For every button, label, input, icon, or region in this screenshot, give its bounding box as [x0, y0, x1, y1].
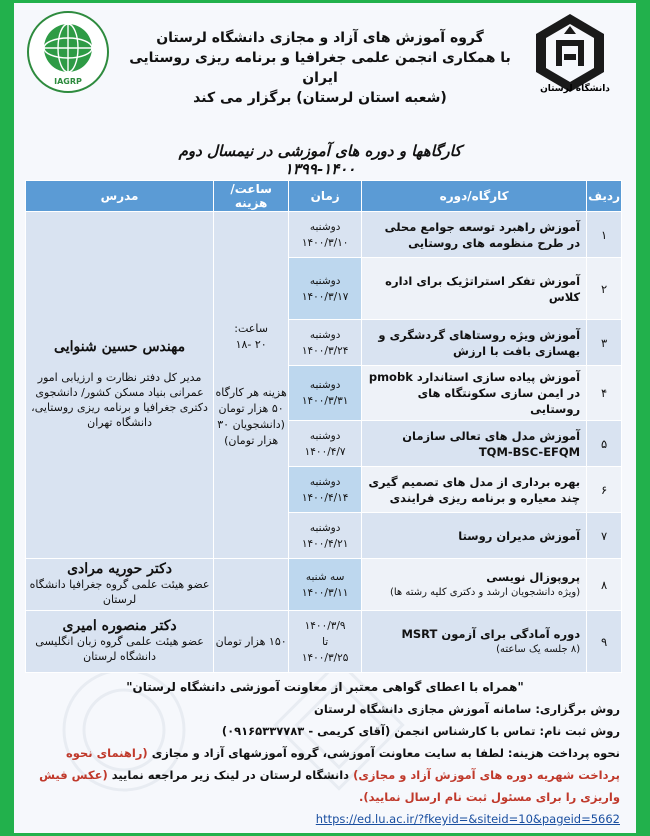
row-course: بهره برداری از مدل های تصمیم گیری چند معیاره و برنامه ریزی فرایندی: [362, 467, 587, 513]
row-date-value: ۱۴۰۰/۳/۱۷: [301, 290, 349, 303]
row-date: [289, 421, 362, 467]
row-date-value: ۱۴۰۰/۳/۱۰: [301, 236, 349, 249]
payment-text-c: دانشگاه لرستان در لینک زیر مراجعه نمایید: [111, 768, 350, 782]
fee-time-hours: ۲۰ -۱۸: [235, 338, 267, 351]
col-header-index: ردیف: [587, 181, 622, 212]
teacher-1-name: مهندس حسین شنوایی: [54, 339, 186, 355]
fee-cost: هزینه هر کارگاه ۵۰ هزار تومان (دانشجویان ۳۰ هزار تومان): [215, 386, 287, 447]
fee-cell-1: [214, 212, 289, 559]
teacher-2-name: دکتر حوریه مرادی: [67, 561, 173, 577]
teacher-1-desc: مدیر کل دفتر نظارت و ارزیابی امور عمرانی بنیاد مسکن کشور/ دانشجوی دکتری جغرافیا و برنامه ریزی روستایی، دانشگاه تهران: [31, 371, 208, 429]
row-index: ۸: [587, 559, 622, 611]
row-day: دوشنبه: [309, 274, 341, 287]
row-course: آموزش پیاده سازی استاندارد pmobk در ایمن سازی سکونتگاه های روستایی: [362, 366, 587, 421]
row-date-value: ۱۴۰۰/۴/۱۴: [301, 491, 349, 504]
row-date: [289, 467, 362, 513]
row-course: آموزش مدل های تعالی سازمان TQM-BSC-EFQM: [362, 421, 587, 467]
row-date-value: ۱۴۰۰/۴/۷: [304, 445, 346, 458]
teacher-3-desc: عضو هیئت علمی گروه زبان انگلیسی دانشگاه لرستان: [35, 635, 204, 663]
row-course: آموزش مدیران روستا: [362, 513, 587, 559]
table-row: [26, 611, 622, 673]
row-course-title: دوره آمادگی برای آزمون MSRT: [401, 626, 581, 641]
row-day: سه شنبه: [305, 570, 345, 583]
row-date-end: ۱۴۰۰/۳/۲۵: [301, 651, 349, 664]
col-header-fee: ساعت/هزینه: [214, 181, 289, 212]
row-date-value: ۱۴۰۰/۳/۲۴: [301, 344, 349, 357]
row-day: دوشنبه: [309, 521, 341, 534]
payment-line: [30, 742, 620, 808]
register-line: روش ثبت نام: تماس با کارشناس انجمن (آقای کریمی - ۰۹۱۶۵۳۳۷۷۸۳): [221, 724, 620, 738]
fee-time-label: ساعت:: [234, 322, 268, 335]
teacher-cell-1: [26, 212, 214, 559]
teacher-cell-3: [26, 611, 214, 673]
row-course-note: (۸ جلسه یک ساعته): [496, 643, 581, 655]
row-course-title: پروپوزال نویسی: [486, 569, 581, 584]
title-line-2: با همکاری انجمن علمی جغرافیا و برنامه ریزی روستایی ایران: [129, 50, 511, 86]
page-subtitle: کارگاهها و دوره های آموزشی در نیمسال دوم ۱۴۰۰-۱۳۹۹: [178, 142, 462, 178]
schedule-table: [25, 180, 622, 673]
row-course-note: (ویژه دانشجویان ارشد و دکتری کلیه رشته ها): [389, 586, 581, 598]
row-day: دوشنبه: [309, 220, 341, 233]
row-date: [289, 366, 362, 421]
row-index: ۳: [587, 320, 622, 366]
row-index: ۵: [587, 421, 622, 467]
university-caption: دانشگاه لرستان: [540, 84, 610, 94]
row-index: ۷: [587, 513, 622, 559]
row-date-value: ۱۴۰۰/۳/۱۱: [301, 586, 349, 599]
row-index: ۲: [587, 258, 622, 320]
row-date-value: ۱۴۰۰/۴/۲۱: [301, 537, 349, 550]
row-day: دوشنبه: [309, 328, 341, 341]
row-day: دوشنبه: [309, 429, 341, 442]
row-course: [362, 611, 587, 673]
row-course: آموزش ویژه روستاهای گردشگری و بهسازی بافت با ارزش: [362, 320, 587, 366]
col-header-teacher: مدرس: [26, 181, 214, 212]
teacher-cell-2: [26, 559, 214, 611]
title-line-3: [120, 88, 520, 108]
iagrp-logo: [26, 10, 110, 94]
logo-text: IAGRP: [54, 77, 82, 86]
fee-cell-empty: [214, 559, 289, 611]
payment-receipt-note: (عکس فیش واریزی را برای مسئول ثبت نام ارسال نمایید).: [39, 768, 620, 804]
holds-text: برگزار می کند: [193, 90, 292, 106]
row-day: دوشنبه: [309, 475, 341, 488]
teacher-2-desc: عضو هیئت علمی گروه جغرافیا دانشگاه لرستان: [29, 578, 210, 606]
link-line: [30, 808, 620, 830]
title-line-1: گروه آموزش های آزاد و مجازی دانشگاه لرستان: [156, 30, 484, 46]
table-row: [26, 559, 622, 611]
payment-guide: (راهنمای نحوه پرداخت شهریه دوره های آموزش آزاد و مجازی): [66, 746, 620, 782]
row-date-to: تا: [322, 635, 329, 648]
col-header-time: زمان: [289, 181, 362, 212]
title-block: [120, 28, 520, 108]
row-date: [289, 320, 362, 366]
row-course: آموزش راهبرد توسعه جوامع محلی در طرح منظومه های روستایی: [362, 212, 587, 258]
certificate-notice: "همراه با اعطای گواهی معتبر از معاونت آموزشی دانشگاه لرستان": [126, 680, 524, 694]
table-header-row: [26, 181, 622, 212]
col-header-course: کارگاه/دوره: [362, 181, 587, 212]
row-index: ۱: [587, 212, 622, 258]
row-date: [289, 212, 362, 258]
row-index: ۹: [587, 611, 622, 673]
row-date: [289, 258, 362, 320]
footer-info: [30, 676, 620, 830]
payment-link[interactable]: https://ed.lu.ac.ir/?fkeyid=&siteid=10&pageid=5662: [315, 812, 620, 826]
row-index: ۴: [587, 366, 622, 421]
payment-text-a: نحوه پرداخت هزینه: لطفا به سایت معاونت آموزشی، گروه آموزشهای آزاد و مجازی: [151, 746, 620, 760]
province-branch: (شعبه استان لرستان): [296, 90, 447, 106]
row-index: ۶: [587, 467, 622, 513]
row-course: آموزش تفکر استراتژیک برای اداره کلاس: [362, 258, 587, 320]
teacher-3-name: دکتر منصوره امیری: [62, 618, 177, 634]
row-course: [362, 559, 587, 611]
row-date-start: ۱۴۰۰/۳/۹: [304, 619, 346, 632]
method-line: روش برگزاری: سامانه آموزش مجازی دانشگاه لرستان: [314, 702, 620, 716]
row-day: دوشنبه: [309, 379, 341, 391]
row-date: [289, 513, 362, 559]
row-date-value: ۱۴۰۰/۳/۳۱: [301, 395, 349, 407]
fee-cell-2: ۱۵۰ هزار تومان: [214, 611, 289, 673]
row-date: [289, 559, 362, 611]
table-row: [26, 212, 622, 258]
row-date: [289, 611, 362, 673]
